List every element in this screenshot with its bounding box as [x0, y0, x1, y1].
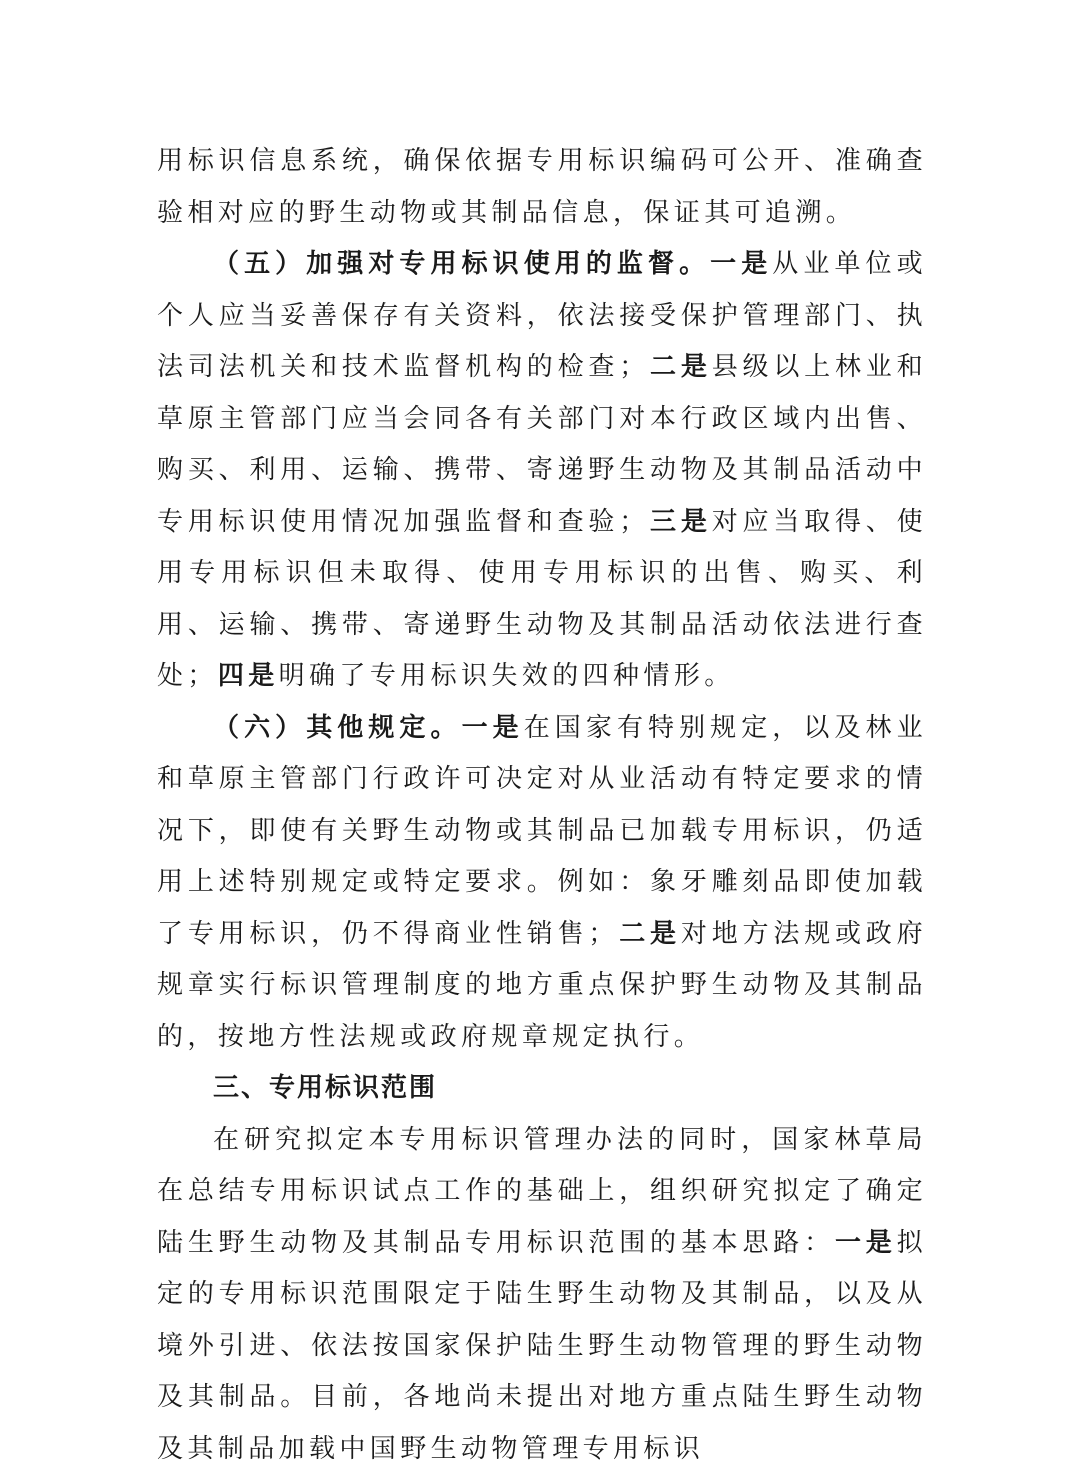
point-marker-one: 一是 — [462, 713, 524, 743]
point-text-four: 明确了专用标识失效的四种情形。 — [279, 661, 735, 691]
point-text-two: 对地方法规或政府规章实行标识管理制度的地方重点保护野生动物及其制品的，按地方性法规或政府规章规定执行。 — [157, 919, 927, 1052]
point-marker-two: 二是 — [650, 352, 712, 382]
point-marker-two: 二是 — [619, 919, 681, 949]
point-text-two: 县级以上林业和草原主管部门应当会同各有关部门对本行政区域内出售、购买、利用、运输、携带、寄递野生动物及其制品活动中专用标识使用情况加强监督和查验； — [157, 352, 927, 537]
paragraph-scope — [157, 1115, 927, 1475]
point-text-one: 从业单位或个人应当妥善保存有关资料，依法接受保护管理部门、执法司法机关和技术监督机构的检查； — [157, 249, 927, 382]
point-marker-four: 四是 — [218, 661, 279, 691]
paragraph-supervision — [157, 239, 927, 703]
point-text-three: 对应当取得、使用专用标识但未取得、使用专用标识的出售、购买、利用、运输、携带、寄递野生动物及其制品活动依法进行查处； — [157, 507, 927, 692]
point-text-one: 拟定的专用标识范围限定于陆生野生动物及其制品，以及从境外引进、依法按国家保护陆生野生动物管理的野生动物及其制品。目前，各地尚未提出对地方重点陆生野生动物及其制品加载中国野生动物管理专用标识 — [157, 1228, 927, 1464]
paragraph-other-rules — [157, 703, 927, 1064]
section-lead-six: （六）其他规定。 — [213, 713, 462, 743]
paragraph-continuation — [157, 136, 927, 239]
point-marker-one: 一是 — [835, 1228, 897, 1258]
section-heading-three: 三、专用标识范围 — [157, 1063, 927, 1115]
document-page — [157, 136, 927, 1475]
point-marker-three: 三是 — [650, 507, 712, 537]
point-marker-one: 一是 — [710, 249, 772, 279]
paragraph-text: 用标识信息系统，确保依据专用标识编码可公开、准确查验相对应的野生动物或其制品信息，保证其可追溯。 — [157, 146, 927, 228]
section-lead-five: （五）加强对专用标识使用的监督。 — [213, 249, 710, 279]
point-text-one: 在国家有特别规定，以及林业和草原主管部门行政许可决定对从业活动有特定要求的情况下，即使有关野生动物或其制品已加载专用标识，仍适用上述特别规定或特定要求。例如：象牙雕刻品即使加载了专用标识，仍不得商业性销售； — [157, 713, 927, 949]
paragraph-intro: 在研究拟定本专用标识管理办法的同时，国家林草局在总结专用标识试点工作的基础上，组织研究拟定了确定陆生野生动物及其制品专用标识范围的基本思路： — [157, 1125, 927, 1258]
